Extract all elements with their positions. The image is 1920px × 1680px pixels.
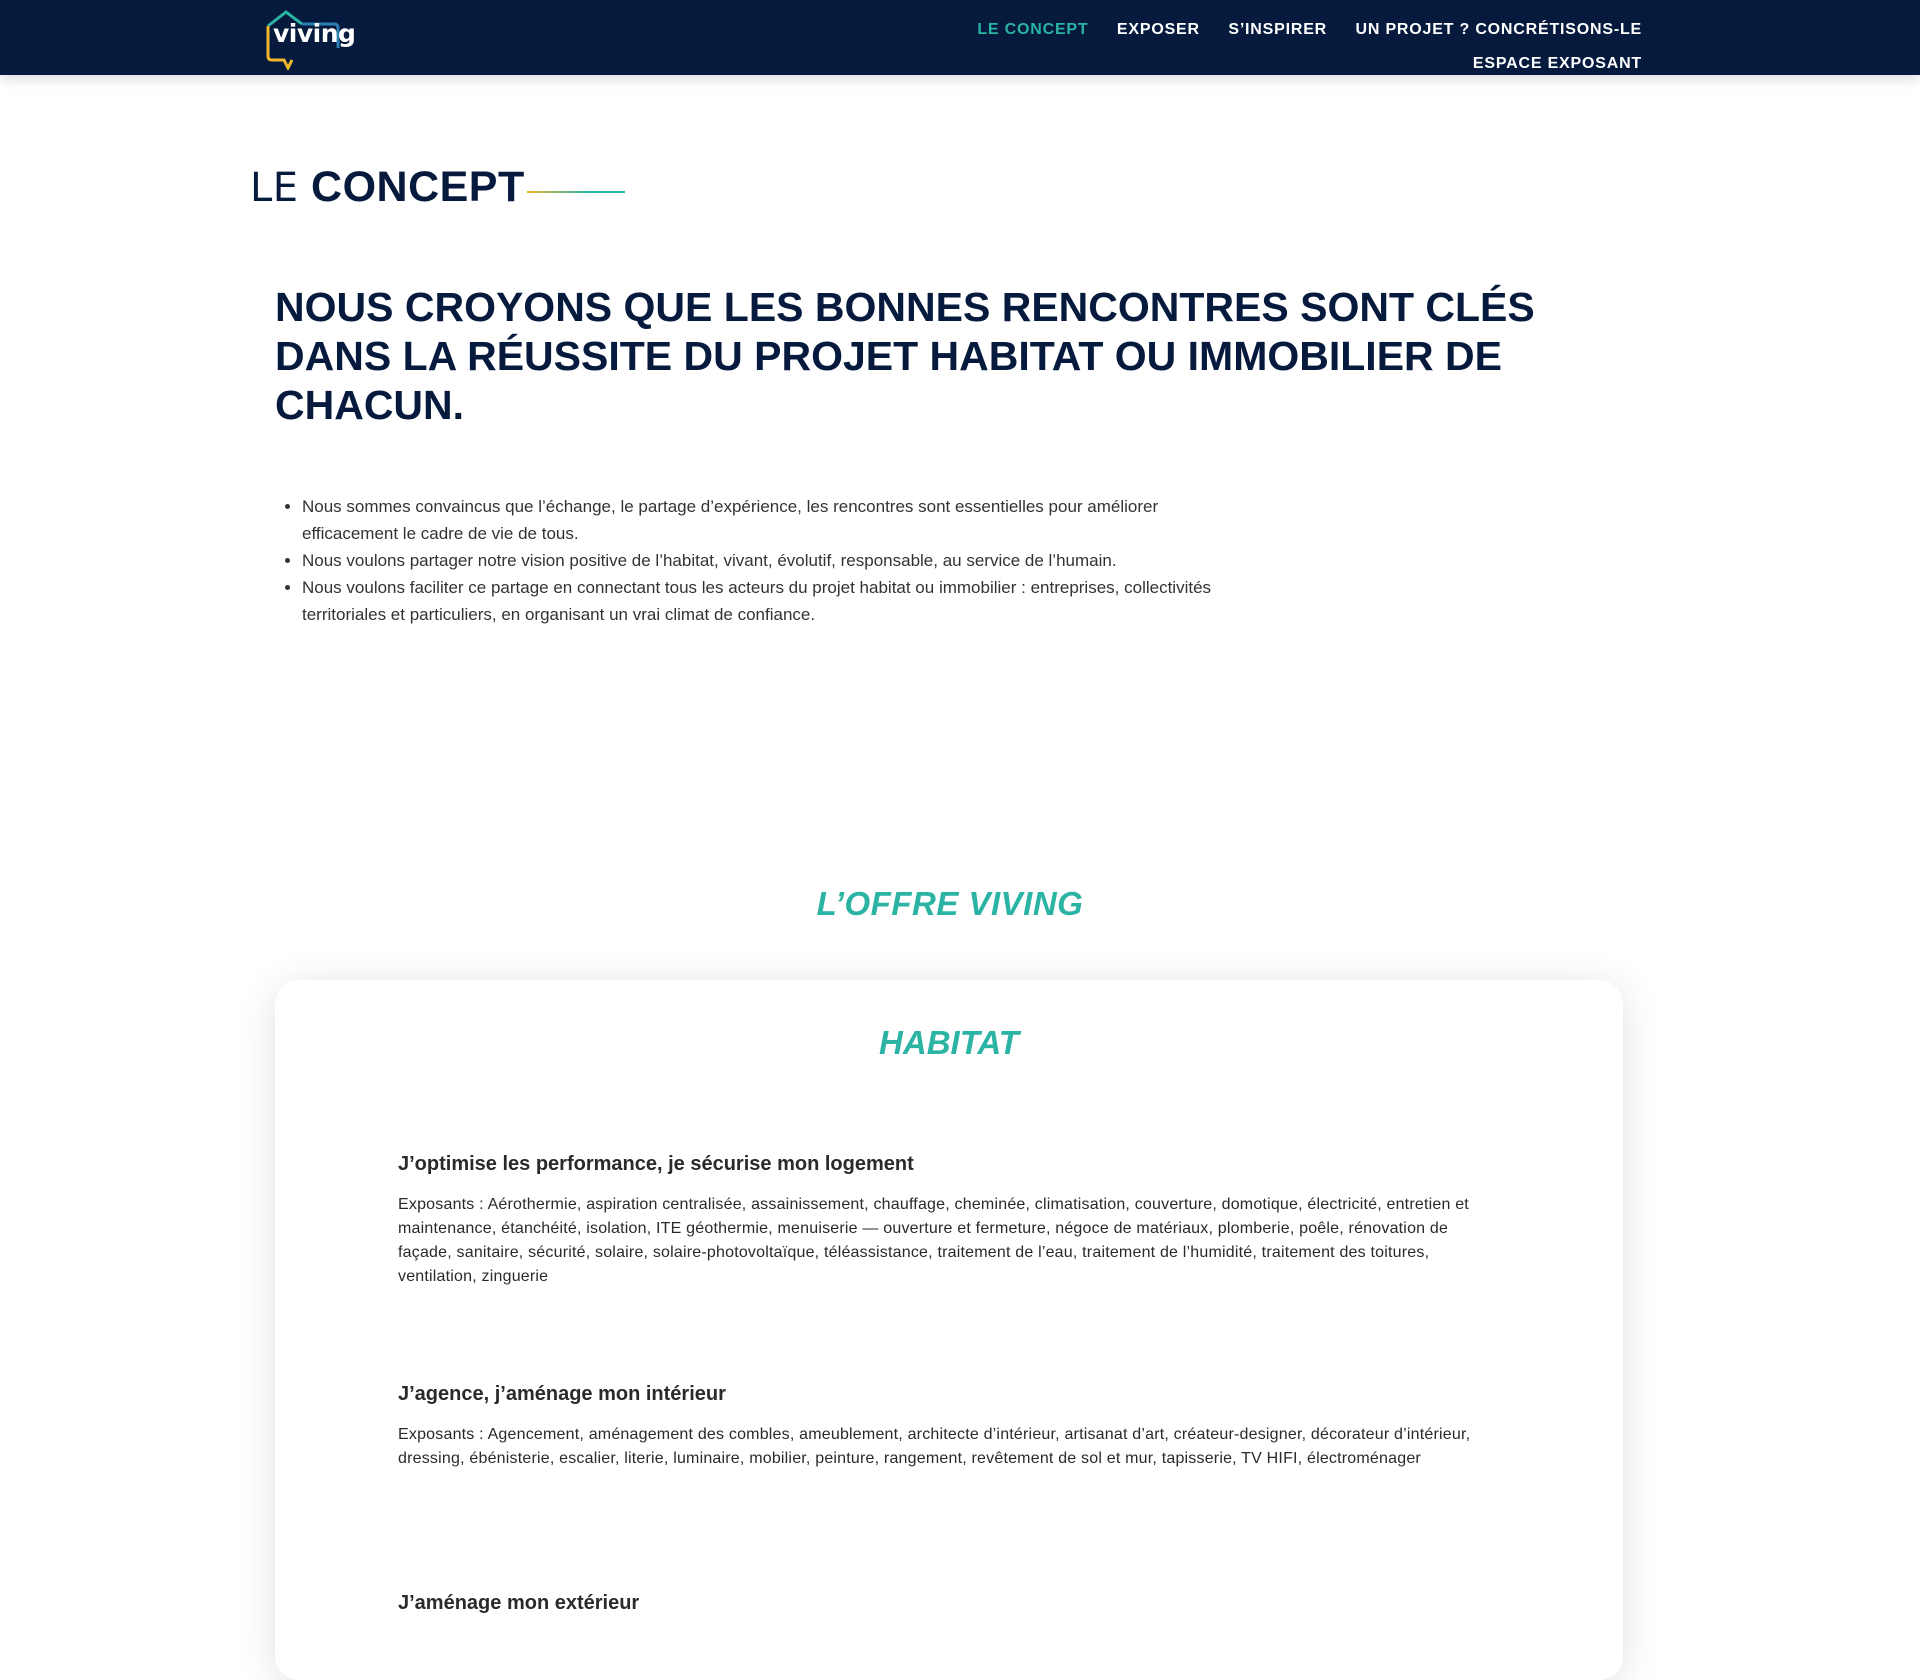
nav-item-espace-exposant[interactable]: ESPACE EXPOSANT [1472, 55, 1642, 72]
offer-item-heading: J’aménage mon extérieur [398, 1592, 640, 1614]
nav-row-2 [842, 47, 1642, 81]
offer-item [398, 1592, 1488, 1615]
section-title [250, 163, 525, 212]
nav-item-le-concept[interactable]: LE CONCEPT [977, 21, 1089, 38]
offer-item [398, 1383, 1488, 1471]
list-item: • Nous sommes convaincus que l’échange, le partage d’expérience, les rencontres sont essentielles pour améliorer efficacement le cadre de vie de tous. [302, 493, 1222, 547]
main-nav [842, 13, 1642, 81]
top-navbar [0, 0, 1920, 75]
offer-item-text: Exposants : Agencement, aménagement des combles, ameublement, architecte d’intérieur, artisanat d’art, créateur-designer, décorateur d’intérieur, dressing, ébénisterie, escalier, literie, luminaire, mobilier, peinture, rangement, revêtement de sol et mur, tapisserie, TV HIFI, électroménager [398, 1426, 1471, 1467]
offer-item-text: Exposants : Aérothermie, aspiration centralisée, assainissement, chauffage, cheminée, climatisation, couverture, domotique, électricité, entretien et maintenance, étanchéité, isolation, ITE géothermie, menuiserie — ouverture et fermeture, négoce de matériaux, plomberie, poêle, rénovation de façade, sanitaire, sécurité, solaire, solaire-photovoltaïque, téléassistance, traitement de l’eau, traitement de l’humidité, traitement des toitures, ventilation, zinguerie [398, 1196, 1469, 1285]
concept-bullet-list [280, 493, 1222, 628]
offer-item-heading: J’agence, j’aménage mon intérieur [398, 1383, 726, 1405]
list-item: • Nous voulons faciliter ce partage en connectant tous les acteurs du projet habitat ou immobilier : entreprises, collectivités territoriales et particuliers, en organisant un vrai climat de confiance. [302, 574, 1222, 628]
card-title: HABITAT [879, 1024, 1019, 1061]
habitat-card [275, 980, 1623, 1680]
nav-item-un-projet[interactable]: UN PROJET ? CONCRÉTISONS-LE [1355, 21, 1642, 38]
logo-text[interactable]: viving [273, 19, 356, 48]
offer-item-heading: J’optimise les performance, je sécurise mon logement [398, 1153, 914, 1175]
concept-headline: NOUS CROYONS QUE LES BONNES RENCONTRES SONT CLÉS DANS LA RÉUSSITE DU PROJET HABITAT OU IMMOBILIER DE CHACUN. [275, 284, 1535, 428]
list-item: • Nous voulons partager notre vision positive de l’habitat, vivant, évolutif, responsable, au service de l’humain. [302, 547, 1222, 574]
offre-title: L’OFFRE VIVING [816, 885, 1084, 922]
nav-item-exposer[interactable]: EXPOSER [1116, 21, 1200, 38]
title-underline-divider [527, 191, 625, 193]
section-title-light: LE [250, 165, 299, 211]
nav-item-s-inspirer[interactable]: S’INSPIRER [1228, 21, 1328, 38]
offer-item [398, 1153, 1488, 1289]
section-title-bold: CONCEPT [311, 163, 525, 211]
